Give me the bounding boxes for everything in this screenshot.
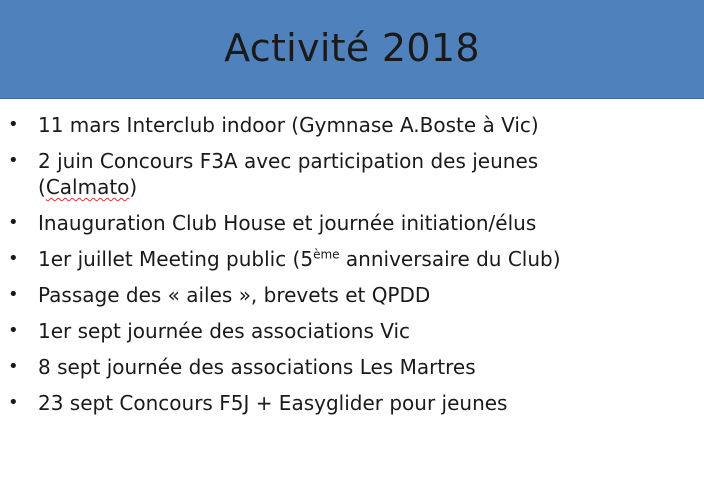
bullet-item (0, 282, 704, 308)
bullet-icon: • (8, 356, 19, 377)
bullet-item (0, 246, 704, 272)
text-before-sup: 1er juillet Meeting public (5 (38, 247, 314, 271)
bullet-icon: • (8, 212, 19, 233)
paren-close: ) (129, 175, 138, 199)
bullet-icon: • (8, 320, 19, 341)
bullet-item (0, 354, 704, 380)
bullet-item (0, 390, 704, 416)
bullet-icon: • (8, 392, 19, 413)
bullet-icon: • (8, 114, 19, 135)
slide-title: Activité 2018 (224, 26, 480, 70)
bullet-item (0, 112, 704, 138)
bullet-icon: • (8, 248, 19, 269)
bullet-text-continuation (38, 174, 692, 200)
bullet-item (0, 318, 704, 344)
misspelled-word: Calmato (45, 175, 130, 199)
bullet-list (0, 112, 704, 426)
bullet-icon: • (8, 284, 19, 305)
bullet-text: 1er sept journée des associations Vic (38, 319, 411, 343)
bullet-text: 8 sept journée des associations Les Martres (38, 355, 476, 379)
bullet-text: 11 mars Interclub indoor (Gymnase A.Boste à Vic) (38, 113, 539, 137)
bullet-item (0, 210, 704, 236)
paren-open: ( (38, 175, 46, 199)
superscript: ème (313, 247, 340, 262)
text-after-sup: anniversaire du Club) (339, 247, 561, 271)
bullet-icon: • (8, 150, 19, 171)
bullet-text: Inauguration Club House et journée initiation/élus (38, 211, 537, 235)
bullet-item (0, 148, 704, 200)
bullet-text: 2 juin Concours F3A avec participation des jeunes (38, 149, 539, 173)
title-bar (0, 0, 704, 99)
bullet-text: 23 sept Concours F5J + Easyglider pour jeunes (38, 391, 508, 415)
bullet-text: Passage des « ailes », brevets et QPDD (38, 283, 431, 307)
bullet-text (38, 247, 561, 271)
